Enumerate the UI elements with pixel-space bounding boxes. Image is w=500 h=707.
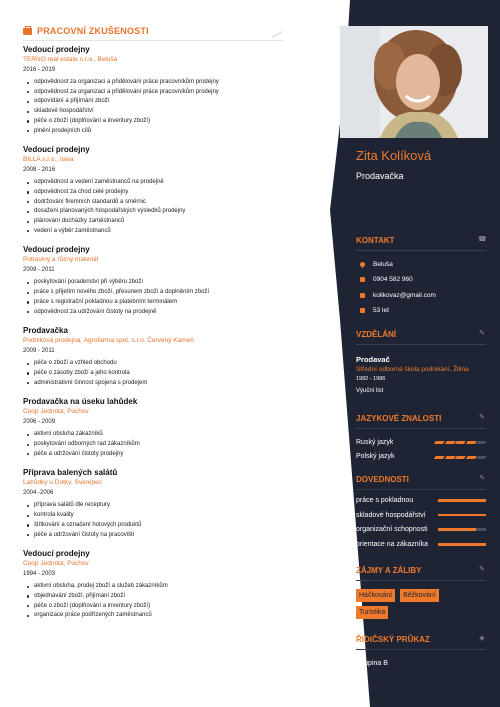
hobby-tag: Běžkování	[400, 589, 439, 602]
hobbies-title: ZÁJMY A ZÁLIBY	[356, 565, 422, 575]
job-dates: 2009 - 2011	[23, 348, 55, 355]
hobbies-section	[356, 564, 486, 619]
section-divider	[356, 649, 486, 650]
list-item: administrativní činnost spojená s prodejem	[23, 379, 300, 389]
city-text: Beluša	[373, 261, 393, 269]
skill-name: práce s pokladnou	[356, 496, 414, 504]
skill-bar	[438, 543, 486, 546]
list-item: poskytování odborných rad zákazníkům	[23, 440, 300, 450]
list-item: plánování docházky zaměstnanců	[23, 217, 300, 227]
job-dates: 2006 - 2009	[23, 419, 56, 426]
job-duties	[23, 278, 300, 317]
job-dates: 2008 - 2016	[23, 167, 56, 174]
education-title: VZDĚLÁNÍ	[356, 329, 396, 339]
education-section	[356, 328, 486, 396]
job-duties	[23, 359, 300, 388]
list-item: aktivní obsluha, prodej zboží a služeb zákazníkům	[23, 582, 300, 592]
list-item: organizace práce podřízených zaměstnanců	[23, 611, 300, 621]
list-item: plnění prodejních cílů	[23, 127, 300, 137]
job-title: Vedoucí prodejny	[23, 245, 90, 255]
job-entry	[23, 467, 300, 540]
level-bar	[445, 441, 455, 444]
level-bar	[466, 456, 476, 459]
list-item: příprava salátů dle receptury	[23, 501, 300, 511]
list-item: odpovídání a přijímání zboží	[23, 97, 300, 107]
skill-name: orientace na zákazníka	[356, 540, 428, 548]
job-duties	[23, 78, 300, 136]
list-item: péče o zboží (doplňování a inventury zboží)	[23, 117, 300, 127]
job-duties	[23, 582, 300, 621]
hobby-tag: Háčkování	[356, 589, 395, 602]
job-company: Podniková prodejna, Agrofarma spol. s.r.o. Červený Kameň	[23, 337, 194, 345]
hobby-tag: Turistika	[356, 606, 388, 619]
job-company: Potraviny a různý materiál	[23, 256, 99, 264]
car-icon: ◈	[479, 635, 485, 642]
list-item: dosažení plánovaných hospodářských výsledků prodejny	[23, 207, 300, 217]
list-item: péče a udržování čistoty na pracovišti	[23, 531, 300, 541]
job-duties	[23, 430, 300, 459]
contact-phone[interactable]	[356, 272, 486, 287]
job-company: Coop Jednota, Púchov	[23, 408, 89, 416]
level-bar	[434, 441, 444, 444]
hobby-list	[356, 589, 456, 619]
job-entry	[23, 396, 300, 459]
level-bar	[455, 441, 465, 444]
phone-icon	[360, 277, 365, 282]
job-entry	[23, 548, 300, 621]
skill-fill	[438, 514, 486, 517]
full-name: Zita Kolíková	[356, 148, 432, 163]
education-degree: Prodavač	[356, 355, 390, 364]
experience-title: PRACOVNÍ ZKUŠENOSTI	[37, 26, 149, 36]
level-bar	[445, 456, 455, 459]
job-title: Vedoucí prodejny	[23, 549, 90, 559]
phone-text: 0904 582 960	[373, 276, 413, 284]
section-divider	[23, 40, 283, 41]
skill-bar	[438, 528, 486, 531]
level-bar	[455, 456, 465, 459]
license-value: Skupina B	[356, 660, 388, 667]
name-box	[340, 138, 500, 198]
languages-title: JAZYKOVÉ ZNALOSTI	[356, 413, 442, 423]
job-title: Prodavačka na úseku lahůdek	[23, 397, 138, 407]
profile-photo	[340, 26, 488, 138]
contact-title: KONTAKT	[356, 235, 395, 245]
skill-fill	[438, 528, 476, 531]
job-company: TERNO real estate s.r.o., Beluša	[23, 56, 118, 63]
skill-fill	[438, 543, 486, 546]
list-item: péče a udržování čistoty prodejny	[23, 450, 300, 460]
list-item: skladové hospodářství	[23, 107, 300, 117]
list-item: odpovědnost za organizaci a přidělování práce pracovníkům prodejny	[23, 88, 300, 98]
language-row	[356, 450, 486, 465]
list-item: odpovědnost za chod celé prodejny	[23, 188, 300, 198]
job-role: Prodavačka	[356, 171, 404, 181]
list-item: odpovědnost za udržování čistoty na prodejně	[23, 308, 300, 318]
experience-header	[23, 24, 300, 38]
list-item: péče o zboží a vzhled obchodu	[23, 359, 300, 369]
list-item: kontrola kvality	[23, 511, 300, 521]
list-item: práce s registrační pokladnou a platebním terminálem	[23, 298, 300, 308]
list-item: péče o zásoby zboží a jeho kontrola	[23, 369, 300, 379]
languages-section	[356, 412, 486, 464]
list-item: péče o zboží (doplňování a inventury zboží)	[23, 602, 300, 612]
education-dates: 1982 - 1986	[356, 376, 386, 382]
job-company: Lahůdky u Dotky, Sverepec	[23, 479, 103, 487]
list-item: odpovědnost za organizaci a přidělování práce pracovníkům prodejny	[23, 78, 300, 88]
section-divider	[356, 428, 486, 429]
section-divider	[356, 344, 486, 345]
skill-bar	[438, 499, 486, 502]
job-company: BILLA s.r.o., Ilava	[23, 156, 74, 164]
pencil-icon: ✎	[479, 330, 485, 337]
skill-fill	[438, 499, 486, 502]
skill-list	[356, 493, 486, 552]
job-entry	[23, 325, 300, 388]
contact-email[interactable]	[356, 288, 486, 303]
list-item: aktivní obsluha zákazníků	[23, 430, 300, 440]
skills-section	[356, 473, 486, 552]
phone-icon: ☎	[478, 236, 487, 243]
job-duties	[23, 501, 300, 540]
education-school: Střední odborná škola podnikání, Žilina	[356, 366, 469, 373]
contact-city	[356, 257, 486, 272]
section-divider	[356, 580, 486, 581]
skill-row	[356, 537, 486, 552]
job-entry	[23, 44, 300, 136]
pencil-icon: ✎	[479, 414, 485, 421]
location-icon	[359, 261, 366, 268]
skill-row	[356, 522, 486, 537]
job-list	[23, 44, 300, 621]
level-bar	[476, 456, 486, 459]
job-duties	[23, 178, 300, 236]
job-title: Prodavačka	[23, 326, 68, 336]
list-item: vedení a výběr zaměstnanců	[23, 227, 300, 237]
job-title: Vedoucí prodejny	[23, 145, 90, 155]
skill-row	[356, 493, 486, 508]
list-item: poskytování poradenství při výběru zboží	[23, 278, 300, 288]
list-item: práce s přijetím nového zboží, přesunem zboží a doplněním zboží	[23, 288, 300, 298]
license-section	[356, 633, 486, 667]
skill-row	[356, 508, 486, 523]
briefcase-icon	[23, 28, 32, 35]
job-dates: 2016 - 2019	[23, 67, 56, 73]
job-title: Příprava balených salátů	[23, 468, 118, 478]
language-level	[435, 441, 486, 444]
list-item: odpovědnost a vedení zaměstnanců na prodejně	[23, 178, 300, 188]
license-title: ŘIDIČSKÝ PRŮKAZ	[356, 634, 430, 644]
job-entry	[23, 144, 300, 236]
list-item: dodržování firemních standardů a směrnic	[23, 198, 300, 208]
pencil-icon: ✎	[479, 566, 485, 573]
language-level	[435, 456, 486, 459]
education-note: Výuční list	[356, 388, 384, 394]
contact-section	[356, 234, 486, 318]
email-text: kolikovaz@gmail.com	[373, 291, 436, 299]
job-dates: 2009 - 2011	[23, 267, 55, 274]
list-item: objednávání zboží, přijímání zboží	[23, 592, 300, 602]
envelope-icon	[360, 293, 365, 298]
language-list	[356, 435, 486, 464]
section-divider	[356, 489, 486, 490]
age-text: 53 let	[373, 307, 389, 315]
job-title: Vedoucí prodejny	[23, 45, 90, 54]
skill-name: organizační schopnosti	[356, 526, 428, 534]
section-divider	[356, 250, 486, 251]
job-dates: 2004 -2006	[23, 490, 54, 497]
language-name: Ruský jazyk	[356, 438, 394, 446]
contact-age	[356, 303, 486, 318]
skills-title: DOVEDNOSTI	[356, 474, 409, 484]
language-row	[356, 435, 486, 450]
skill-bar	[438, 514, 486, 517]
job-company: Coop Jednota, Púchov	[23, 560, 89, 568]
level-bar	[476, 441, 486, 444]
list-item: štítkování a označení hotových produktů	[23, 521, 300, 531]
job-dates: 1994 - 2003	[23, 571, 56, 578]
level-bar	[434, 456, 444, 459]
skill-name: skladové hospodářství	[356, 511, 426, 519]
pencil-icon: ✎	[479, 475, 485, 482]
job-entry	[23, 244, 300, 317]
level-bar	[466, 441, 476, 444]
language-name: Polský jazyk	[356, 453, 395, 461]
calendar-icon	[360, 308, 365, 313]
